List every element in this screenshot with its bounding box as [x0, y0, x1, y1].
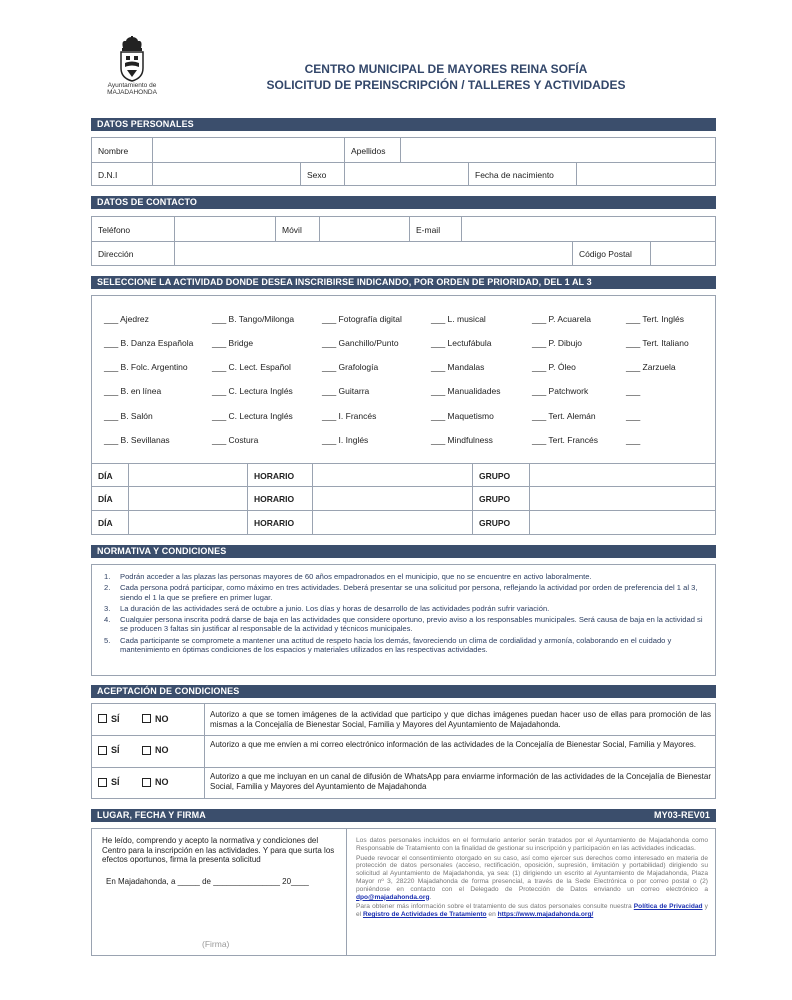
- activity-option[interactable]: ___ Manualidades: [431, 386, 501, 396]
- rules-list: [102, 572, 705, 656]
- acceptance-text: Autorizo a que se tomen imágenes de la actividad que participo y que dichas imágenes puedan hacer uso de ellas para promoción de las mismas a la Concejalía de Bienestar Social, Familia y Mayores del Ayuntamiento de Majadahonda.: [210, 710, 711, 729]
- privacy-paragraph-3: Para obtener más información sobre el tratamiento de sus datos personales consulte nuestra Política de Privacidad y el Registro de Actividades de Tratamiento en https://www.majadahonda.org/: [356, 903, 708, 919]
- checkbox-icon[interactable]: [142, 778, 151, 787]
- signature-label[interactable]: (Firma): [202, 939, 230, 949]
- activity-option[interactable]: ___ Maquetismo: [431, 411, 494, 421]
- activity-option[interactable]: ___ L. musical: [431, 314, 486, 324]
- grupo-input[interactable]: [529, 464, 715, 487]
- activity-option[interactable]: ___ P. Acuarela: [532, 314, 591, 324]
- acceptance-text: Autorizo a que me incluyan en un canal de difusión de WhatsApp para enviarme información de las actividades de la Concejalía de Bienestar Social, Familia y Mayores del Ayuntamiento de Majadahonda: [210, 772, 711, 791]
- section-header-personal: DATOS PERSONALES: [91, 118, 716, 131]
- label-movil: Móvil: [275, 217, 319, 242]
- privacy-paragraph-1: Los datos personales incluidos en el formulario anterior serán tratados por el Ayuntamiento de Majadahonda como Responsable de Tratamiento con la finalidad de gestionar su inscripción y participación en las actividades indicadas.: [356, 837, 708, 852]
- sexo-input[interactable]: [344, 163, 468, 186]
- section-header-contact: DATOS DE CONTACTO: [91, 196, 716, 209]
- checkbox-icon[interactable]: [98, 778, 107, 787]
- activity-option[interactable]: ___ Ajedrez: [104, 314, 149, 324]
- label-dia: DÍA: [98, 470, 113, 481]
- rule-item: 3. La duración de las actividades será de octubre a junio. Los días y horas de desarrollo de las actividades podrán sufrir variación.: [104, 603, 550, 613]
- activity-option[interactable]: ___ Mindfulness: [431, 435, 493, 445]
- activity-option[interactable]: ___ Bridge: [212, 338, 254, 348]
- fecha-nacimiento-input[interactable]: [576, 163, 715, 186]
- rule-item: 1. Podrán acceder a las plazas las personas mayores de 60 años empadronados en el municipio, que no se encuentre en activo laboralmente.: [104, 572, 592, 581]
- checkbox-icon[interactable]: [142, 746, 151, 755]
- checkbox-icon[interactable]: [98, 746, 107, 755]
- activity-option[interactable]: ___ Lectufábula: [431, 338, 492, 348]
- activity-option[interactable]: ___ P. Dibujo: [532, 338, 582, 348]
- activity-option[interactable]: ___ I. Francés: [322, 411, 377, 421]
- horario-input[interactable]: [312, 487, 472, 510]
- label-grupo: GRUPO: [472, 487, 529, 510]
- dia-input[interactable]: [128, 511, 247, 534]
- acceptance-row: [92, 704, 715, 735]
- activity-option[interactable]: ___ B. Sevillanas: [104, 435, 170, 445]
- activity-option[interactable]: ___ Zarzuela: [626, 362, 676, 372]
- checkbox-si[interactable]: SÍ: [98, 714, 120, 724]
- email-input[interactable]: [461, 217, 715, 242]
- dia-input[interactable]: [128, 464, 247, 487]
- contact-data-table: [91, 216, 716, 266]
- checkbox-si[interactable]: SÍ: [98, 745, 120, 755]
- activities-box: [91, 295, 716, 535]
- movil-input[interactable]: [319, 217, 409, 242]
- activity-option[interactable]: ___ B. Salón: [104, 411, 153, 421]
- signature-box: [91, 828, 716, 956]
- privacy-notice: [356, 837, 708, 921]
- checkbox-icon[interactable]: [142, 714, 151, 723]
- form-code: MY03-REV01: [653, 810, 710, 820]
- apellidos-input[interactable]: [400, 138, 715, 163]
- activity-option[interactable]: ___ B. Danza Española: [104, 338, 194, 348]
- activity-option[interactable]: ___ C. Lectura Inglés: [212, 386, 293, 396]
- activity-option[interactable]: ___: [626, 386, 641, 396]
- rule-item: 5. Cada participante se compromete a mantener una actitud de respeto hacia los demás, favoreciendo un clima de cordialidad y armonía, colaborando en el cuidado y mantenimiento en óptimas condiciones de los espacios y materiales utilizados en las respectivas actividades.: [104, 635, 672, 655]
- dni-input[interactable]: [152, 163, 300, 186]
- label-horario: HORARIO: [247, 464, 312, 487]
- activity-option[interactable]: ___ Mandalas: [431, 362, 485, 372]
- activity-option[interactable]: ___ Guitarra: [322, 386, 370, 396]
- municipal-logo: [96, 36, 168, 106]
- privacy-policy-link[interactable]: Política de Privacidad: [633, 903, 703, 911]
- activity-option[interactable]: ___ Tert. Alemán: [532, 411, 596, 421]
- label-horario: HORARIO: [247, 511, 312, 534]
- activity-option[interactable]: ___ C. Lect. Español: [212, 362, 291, 372]
- label-telefono: Teléfono: [98, 224, 131, 235]
- activity-option[interactable]: ___ Fotografía digital: [322, 314, 402, 324]
- privacy-paragraph-2: Puede revocar el consentimiento otorgado en su caso, así como ejercer sus derechos como interesado en materia de protección de datos personales (acceso, rectificación, oposición, supresión, limitación y portabilidad) dirigiendo su solicitud al Ayuntamiento de Majadahonda, ya sea: (1) dirigiendo un escrito al Ayuntamiento de Majadahonda, Plaza Mayor nº 3, 28220 Majadahonda de forma presencial, a través de la Sede Electrónica o por correo postal o (2) poniéndose en contacto con el Delegado de Protección de Datos enviando un correo electrónico a dpo@majadahonda.org.: [356, 854, 708, 901]
- label-email: E-mail: [409, 217, 461, 242]
- activity-option[interactable]: ___ Patchwork: [532, 386, 589, 396]
- rule-item: 4. Cualquier persona inscrita podrá darse de baja en las actividades que considere oportuno, previo aviso a los responsables municipales. Será causa de baja en la actividad si se producen 3 faltas sin justificar al responsable de la actividad y técnicos municipales.: [104, 615, 703, 634]
- activity-option[interactable]: ___ Tert. Francés: [532, 435, 598, 445]
- activity-option[interactable]: ___ Tert. Italiano: [626, 338, 689, 348]
- codigo-postal-input[interactable]: [650, 242, 715, 266]
- activity-option[interactable]: ___ B. Folc. Argentino: [104, 362, 188, 372]
- label-nombre: Nombre: [98, 145, 129, 156]
- label-direccion: Dirección: [98, 249, 134, 259]
- activity-option[interactable]: ___ B. en línea: [104, 386, 162, 396]
- checkbox-no[interactable]: NO: [142, 745, 169, 755]
- dpo-email-link[interactable]: dpo@majadahonda.org: [356, 893, 430, 901]
- signature-heading: LUGAR, FECHA Y FIRMA: [97, 810, 206, 820]
- label-grupo: GRUPO: [472, 464, 529, 487]
- direccion-input[interactable]: [174, 242, 572, 266]
- place-date-line[interactable]: En Majadahonda, a _____ de _______________ 20____: [106, 877, 309, 886]
- rules-box: [91, 564, 716, 676]
- nombre-input[interactable]: [152, 138, 344, 163]
- grupo-input[interactable]: [529, 487, 715, 510]
- section-header-rules: NORMATIVA Y CONDICIONES: [91, 545, 716, 558]
- activity-option[interactable]: ___ B. Tango/Milonga: [212, 314, 295, 324]
- form-subtitle: SOLICITUD DE PREINSCRIPCIÓN / TALLERES Y ACTIVIDADES: [266, 78, 626, 92]
- label-dia: DÍA: [98, 517, 113, 528]
- activity-option[interactable]: ___ Tert. Inglés: [626, 314, 684, 324]
- checkbox-no[interactable]: NO: [142, 714, 169, 724]
- logo-text-1: Ayuntamiento de: [107, 82, 157, 89]
- website-link[interactable]: https://www.majadahonda.org/: [497, 911, 594, 919]
- horario-input[interactable]: [312, 464, 472, 487]
- section-header-signature: [91, 809, 716, 822]
- horario-input[interactable]: [312, 511, 472, 534]
- activity-option[interactable]: ___ P. Óleo: [532, 362, 576, 372]
- personal-data-table: [91, 137, 716, 186]
- dia-input[interactable]: [128, 487, 247, 510]
- treatment-register-link[interactable]: Registro de Actividades de Tratamiento: [362, 911, 487, 919]
- label-fecha-nacimiento: Fecha de nacimiento: [468, 163, 576, 186]
- telefono-input[interactable]: [174, 217, 275, 242]
- activity-option[interactable]: ___ Costura: [212, 435, 259, 445]
- logo-text-2: MAJADAHONDA: [107, 89, 157, 96]
- section-header-acceptance: ACEPTACIÓN DE CONDICIONES: [91, 685, 716, 698]
- activity-option[interactable]: ___ C. Lectura Inglés: [212, 411, 293, 421]
- activity-option[interactable]: ___ I. Inglés: [322, 435, 369, 445]
- acceptance-row: [92, 735, 715, 767]
- activity-option[interactable]: ___: [626, 435, 641, 445]
- label-sexo: Sexo: [300, 163, 344, 186]
- acceptance-box: [91, 703, 716, 799]
- label-dia: DÍA: [98, 493, 113, 504]
- coat-of-arms-icon: [117, 36, 147, 82]
- declaration-text: He leído, comprendo y acepto la normativa y condiciones del Centro para la inscripción en las actividades. Y para que surta los efectos oportunos, firma la presenta solicitud: [102, 836, 335, 865]
- activity-option[interactable]: ___ Ganchillo/Punto: [322, 338, 399, 348]
- label-codigo-postal: Código Postal: [572, 242, 650, 266]
- acceptance-text: Autorizo a que me envíen a mi correo electrónico información de las actividades de la Concejalía de Bienestar Social, Familia y Mayores.: [210, 740, 697, 749]
- checkbox-icon[interactable]: [98, 714, 107, 723]
- checkbox-no[interactable]: NO: [142, 777, 169, 787]
- label-dni: D.N.I: [98, 169, 118, 180]
- section-header-activities: SELECCIONE LA ACTIVIDAD DONDE DESEA INSCRIBIRSE INDICANDO, POR ORDEN DE PRIORIDAD, DEL 1 AL 3: [91, 276, 716, 289]
- acceptance-row: [92, 767, 715, 799]
- activity-option[interactable]: ___ Grafología: [322, 362, 379, 372]
- label-apellidos: Apellidos: [344, 138, 400, 163]
- form-title: CENTRO MUNICIPAL DE MAYORES REINA SOFÍA: [304, 62, 588, 76]
- label-horario: HORARIO: [247, 487, 312, 510]
- label-grupo: GRUPO: [472, 511, 529, 534]
- activity-option[interactable]: ___: [626, 411, 641, 421]
- checkbox-si[interactable]: SÍ: [98, 777, 120, 787]
- grupo-input[interactable]: [529, 511, 715, 534]
- rule-item: 2. Cada persona podrá participar, como máximo en tres actividades. Deberá presentar se una solicitud por persona, reflejando la actividad por orden de preferencia del 1 al 3, siendo el 1 la que se prefiere en primer lugar.: [104, 583, 698, 602]
